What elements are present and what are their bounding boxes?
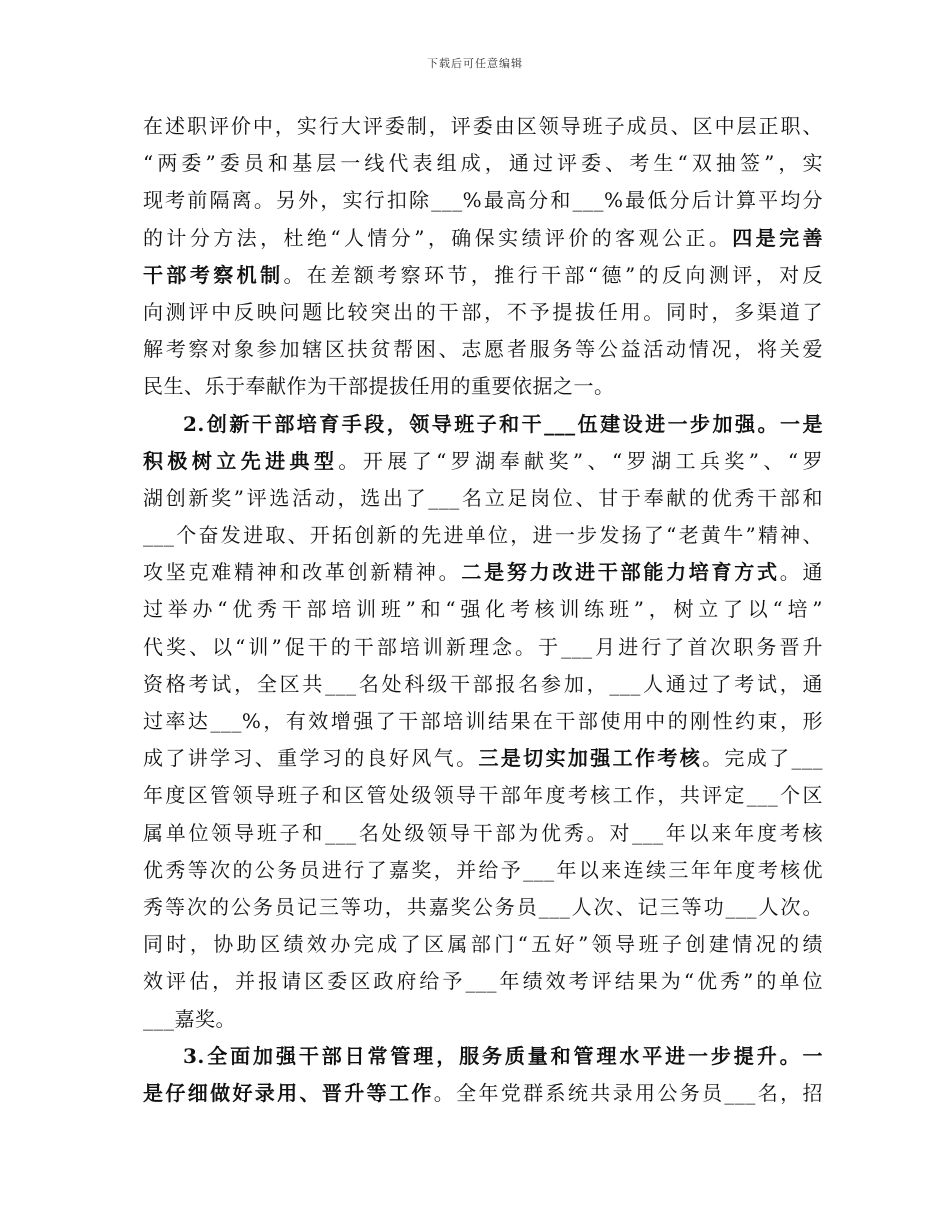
text-segment: 在述职评价中，实行大评委制，评委由区领导班子成员、区中层正职、 [143, 114, 823, 138]
bold-text: 三是切实加强工作考核 [478, 746, 703, 771]
text-segment: 现考前隔离。另外，实行扣除___%最高分和___%最低分后计算平均分 [143, 188, 823, 213]
text-line [143, 368, 823, 405]
text-segment: 。在差额考察环节，推行干部“德”的反向测评，对反 [283, 262, 824, 287]
text-line [143, 926, 823, 963]
text-line [143, 145, 823, 182]
text-segment: ___嘉奖。 [143, 1006, 236, 1031]
text-segment: 属单位领导班子和___名处级领导干部为优秀。对___年以来年度考核 [143, 820, 823, 845]
bold-text: 积极树立先进典型 [143, 448, 339, 473]
text-segment: 过举办“优秀干部培训班”和“强化考核训练班”，树立了以“培” [143, 597, 823, 622]
text-segment: 解考察对象参加辖区扶贫帮困、志愿者服务等公益活动情况，将关爱 [143, 337, 823, 362]
text-line [143, 220, 823, 257]
text-segment: 攻坚克难精神和改革创新精神。 [143, 560, 462, 585]
text-segment: 过率达___%，有效增强了干部培训结果在干部使用中的刚性约束，形 [143, 709, 823, 733]
text-line [143, 1038, 823, 1075]
text-segment: “两委”委员和基层一线代表组成，通过评委、考生“双抽签”，实 [143, 151, 823, 176]
bold-text: 四是完善 [732, 225, 823, 250]
text-line [143, 629, 823, 666]
text-segment: 资格考试，全区共___名处科级干部报名参加，___人通过了考试，通 [143, 671, 823, 696]
text-line [143, 889, 823, 926]
bold-text: 2.创新干部培育手段，领导班子和干___伍建设进一步加强。一是 [183, 411, 823, 436]
text-line [143, 443, 823, 480]
text-segment: 优秀等次的公务员进行了嘉奖，并给予___年以来连续三年年度考核优 [143, 857, 823, 882]
bold-text: 是仔细做好录用、晋升等工作 [143, 1080, 434, 1105]
text-segment: 年度区管领导班子和区管处级领导干部年度考核工作，共评定___个区 [143, 783, 823, 808]
document-body [143, 108, 823, 1112]
text-line [143, 480, 823, 517]
text-line [143, 815, 823, 852]
text-line [143, 182, 823, 219]
text-line [143, 740, 823, 777]
text-segment: 秀等次的公务员记三等功，共嘉奖公务员___人次、记三等功___人次。 [143, 894, 823, 919]
text-line [143, 406, 823, 443]
text-segment: 。开展了“罗湖奉献奖”、“罗湖工兵奖”、“罗 [338, 448, 824, 473]
text-line [143, 257, 823, 294]
text-line [143, 1075, 823, 1112]
text-segment: 湖创新奖”评选活动，选出了___名立足岗位、甘于奉献的优秀干部和 [143, 485, 823, 510]
text-line [143, 777, 823, 814]
text-segment: 。通 [779, 560, 824, 585]
text-line [143, 554, 823, 591]
text-line [143, 1001, 823, 1038]
text-line [143, 963, 823, 1000]
text-segment: 成了讲学习、重学习的良好风气。 [143, 746, 479, 771]
bold-text: 二是努力改进干部能力培育方式 [461, 560, 780, 585]
text-line [143, 852, 823, 889]
text-segment: 的计分方法，杜绝“人情分”，确保实绩评价的客观公正。 [143, 225, 733, 250]
text-line [143, 666, 823, 703]
text-segment: 代奖、以“训”促干的干部培训新理念。于___月进行了首次职务晋升 [143, 634, 823, 659]
text-line [143, 108, 823, 145]
text-segment: 。完成了___ [702, 746, 824, 771]
text-segment: 民生、乐于奉献作为干部提拔任用的重要依据之一。 [143, 374, 615, 399]
text-line [143, 517, 823, 554]
text-segment: 向测评中反映问题比较突出的干部，不予提拔任用。同时，多渠道了 [143, 299, 823, 324]
text-segment: 效评估，并报请区委区政府给予___年绩效考评结果为“优秀”的单位 [143, 969, 823, 994]
text-line [143, 331, 823, 368]
bold-text: 干部考察机制 [143, 262, 284, 287]
text-segment: 。全年党群系统共录用公务员___名，招 [433, 1080, 824, 1105]
text-line [143, 294, 823, 331]
page-header: 下载后可任意编辑 [427, 57, 523, 70]
bold-text: 3.全面加强干部日常管理，服务质量和管理水平进一步提升。一 [183, 1043, 823, 1068]
text-line [143, 703, 823, 740]
text-segment: 同时，协助区绩效办完成了区属部门“五好”领导班子创建情况的绩 [143, 932, 823, 957]
text-line [143, 591, 823, 628]
text-segment: ___个奋发进取、开拓创新的先进单位，进一步发扬了“老黄牛”精神、 [143, 523, 823, 548]
